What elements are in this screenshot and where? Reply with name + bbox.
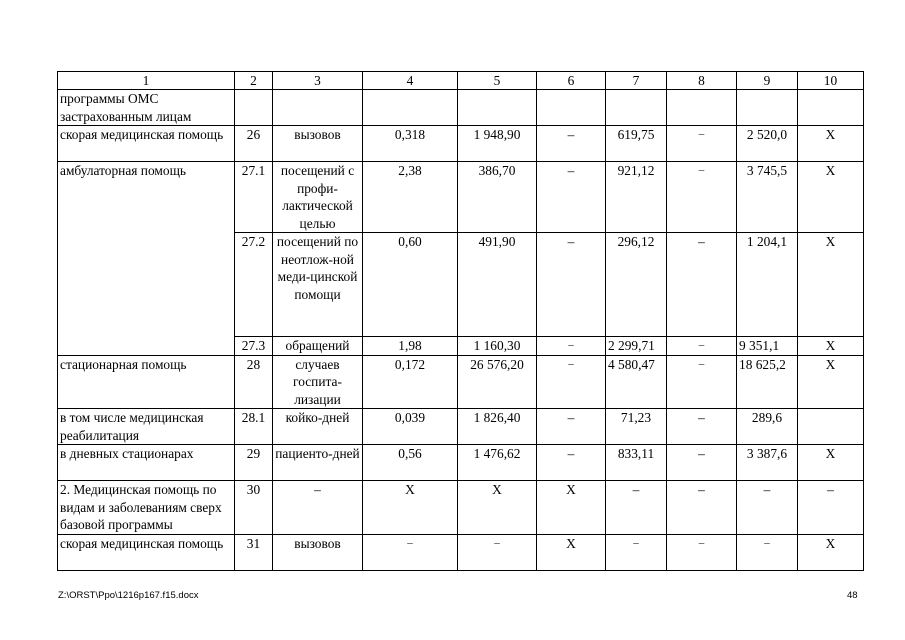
row-name: 2. Медицинская помощь по видам и заболеваниям сверх базовой программы xyxy=(58,481,235,535)
cell-col8: – xyxy=(667,162,737,233)
cell-col7: – xyxy=(606,481,667,535)
cell-col4: 2,38 xyxy=(363,162,458,233)
cell-col4: 0,318 xyxy=(363,126,458,162)
cell-col6: – xyxy=(537,337,606,356)
row-code: 30 xyxy=(235,481,273,535)
cell-col5: 1 948,90 xyxy=(458,126,537,162)
cell-col10: Х xyxy=(798,233,864,337)
cell-col10: Х xyxy=(798,355,864,409)
cell-col5: 1 160,30 xyxy=(458,337,537,356)
row-code: 29 xyxy=(235,445,273,481)
data-table xyxy=(57,71,864,571)
row-unit: вызовов xyxy=(273,534,363,570)
cell-col7: 4 580,47 xyxy=(606,355,667,409)
table-row xyxy=(58,355,864,409)
cell-col8: – xyxy=(667,481,737,535)
cell-col6: – xyxy=(537,233,606,337)
cell-col10: Х xyxy=(798,126,864,162)
cell-col9: 18 625,2 xyxy=(737,355,798,409)
cell-col10: Х xyxy=(798,534,864,570)
cell-col4: 0,60 xyxy=(363,233,458,337)
cell-col6: Х xyxy=(537,481,606,535)
cell-col10 xyxy=(798,409,864,445)
cell-col10: Х xyxy=(798,445,864,481)
cell-col9: 3 745,5 xyxy=(737,162,798,233)
row-name: амбулаторная помощь xyxy=(58,162,235,356)
column-header: 6 xyxy=(537,72,606,90)
cell-col7: 2 299,71 xyxy=(606,337,667,356)
column-header: 8 xyxy=(667,72,737,90)
row-name: программы ОМС застрахованным лицам xyxy=(58,90,235,126)
cell-col4 xyxy=(363,90,458,126)
cell-col7: – xyxy=(606,534,667,570)
cell-col4: 1,98 xyxy=(363,337,458,356)
cell-col9: 2 520,0 xyxy=(737,126,798,162)
column-header: 4 xyxy=(363,72,458,90)
cell-col6: – xyxy=(537,162,606,233)
cell-col7: 71,23 xyxy=(606,409,667,445)
table-header-row xyxy=(58,72,864,90)
row-unit xyxy=(273,90,363,126)
cell-col6: – xyxy=(537,445,606,481)
cell-col5: 1 826,40 xyxy=(458,409,537,445)
cell-col5: 26 576,20 xyxy=(458,355,537,409)
row-name: в том числе медицинская реабилитация xyxy=(58,409,235,445)
cell-col9: 1 204,1 xyxy=(737,233,798,337)
cell-col7: 833,11 xyxy=(606,445,667,481)
row-code xyxy=(235,90,273,126)
row-unit: пациенто-дней xyxy=(273,445,363,481)
row-unit: случаев госпита-лизации xyxy=(273,355,363,409)
cell-col4: 0,56 xyxy=(363,445,458,481)
cell-col8: – xyxy=(667,445,737,481)
cell-col9: 9 351,1 xyxy=(737,337,798,356)
cell-col10 xyxy=(798,90,864,126)
cell-col4: Х xyxy=(363,481,458,535)
row-name: в дневных стационарах xyxy=(58,445,235,481)
cell-col4: 0,172 xyxy=(363,355,458,409)
row-code: 26 xyxy=(235,126,273,162)
cell-col6: – xyxy=(537,355,606,409)
row-unit: – xyxy=(273,481,363,535)
cell-col9: 289,6 xyxy=(737,409,798,445)
cell-col5: 1 476,62 xyxy=(458,445,537,481)
cell-col10: Х xyxy=(798,337,864,356)
cell-col8: – xyxy=(667,534,737,570)
column-header: 5 xyxy=(458,72,537,90)
column-header: 10 xyxy=(798,72,864,90)
row-code: 27.3 xyxy=(235,337,273,356)
row-code: 28 xyxy=(235,355,273,409)
cell-col8: – xyxy=(667,355,737,409)
row-unit: вызовов xyxy=(273,126,363,162)
cell-col7: 921,12 xyxy=(606,162,667,233)
cell-col9 xyxy=(737,90,798,126)
row-unit: посещений с профи-лактической целью xyxy=(273,162,363,233)
footer-file-path: Z:\ORST\Ppo\1216p167.f15.docx xyxy=(58,590,199,601)
cell-col9: – xyxy=(737,534,798,570)
cell-col10: – xyxy=(798,481,864,535)
cell-col6: – xyxy=(537,409,606,445)
table-row xyxy=(58,162,864,233)
row-name: скорая медицинская помощь xyxy=(58,534,235,570)
cell-col8: – xyxy=(667,126,737,162)
cell-col8 xyxy=(667,90,737,126)
column-header: 2 xyxy=(235,72,273,90)
row-name: стационарная помощь xyxy=(58,355,235,409)
cell-col7 xyxy=(606,90,667,126)
cell-col7: 619,75 xyxy=(606,126,667,162)
column-header: 1 xyxy=(58,72,235,90)
row-code: 27.1 xyxy=(235,162,273,233)
row-name: скорая медицинская помощь xyxy=(58,126,235,162)
cell-col7: 296,12 xyxy=(606,233,667,337)
cell-col6: – xyxy=(537,126,606,162)
cell-col10: Х xyxy=(798,162,864,233)
cell-col5 xyxy=(458,90,537,126)
row-code: 27.2 xyxy=(235,233,273,337)
cell-col8: – xyxy=(667,409,737,445)
row-code: 28.1 xyxy=(235,409,273,445)
row-unit: койко-дней xyxy=(273,409,363,445)
table-row xyxy=(58,445,864,481)
cell-col8: – xyxy=(667,233,737,337)
page-number: 48 xyxy=(847,590,858,601)
table-row xyxy=(58,126,864,162)
row-unit: обращений xyxy=(273,337,363,356)
row-unit: посещений по неотлож-ной меди-цинской помощи xyxy=(273,233,363,337)
cell-col5: 386,70 xyxy=(458,162,537,233)
cell-col5: 491,90 xyxy=(458,233,537,337)
cell-col4: – xyxy=(363,534,458,570)
cell-col4: 0,039 xyxy=(363,409,458,445)
row-code: 31 xyxy=(235,534,273,570)
cell-col6: Х xyxy=(537,534,606,570)
column-header: 3 xyxy=(273,72,363,90)
table-row xyxy=(58,481,864,535)
column-header: 7 xyxy=(606,72,667,90)
cell-col8: – xyxy=(667,337,737,356)
table-row xyxy=(58,409,864,445)
cell-col5: Х xyxy=(458,481,537,535)
table-row xyxy=(58,534,864,570)
cell-col6 xyxy=(537,90,606,126)
table-row xyxy=(58,90,864,126)
cell-col9: – xyxy=(737,481,798,535)
cell-col9: 3 387,6 xyxy=(737,445,798,481)
column-header: 9 xyxy=(737,72,798,90)
cell-col5: – xyxy=(458,534,537,570)
